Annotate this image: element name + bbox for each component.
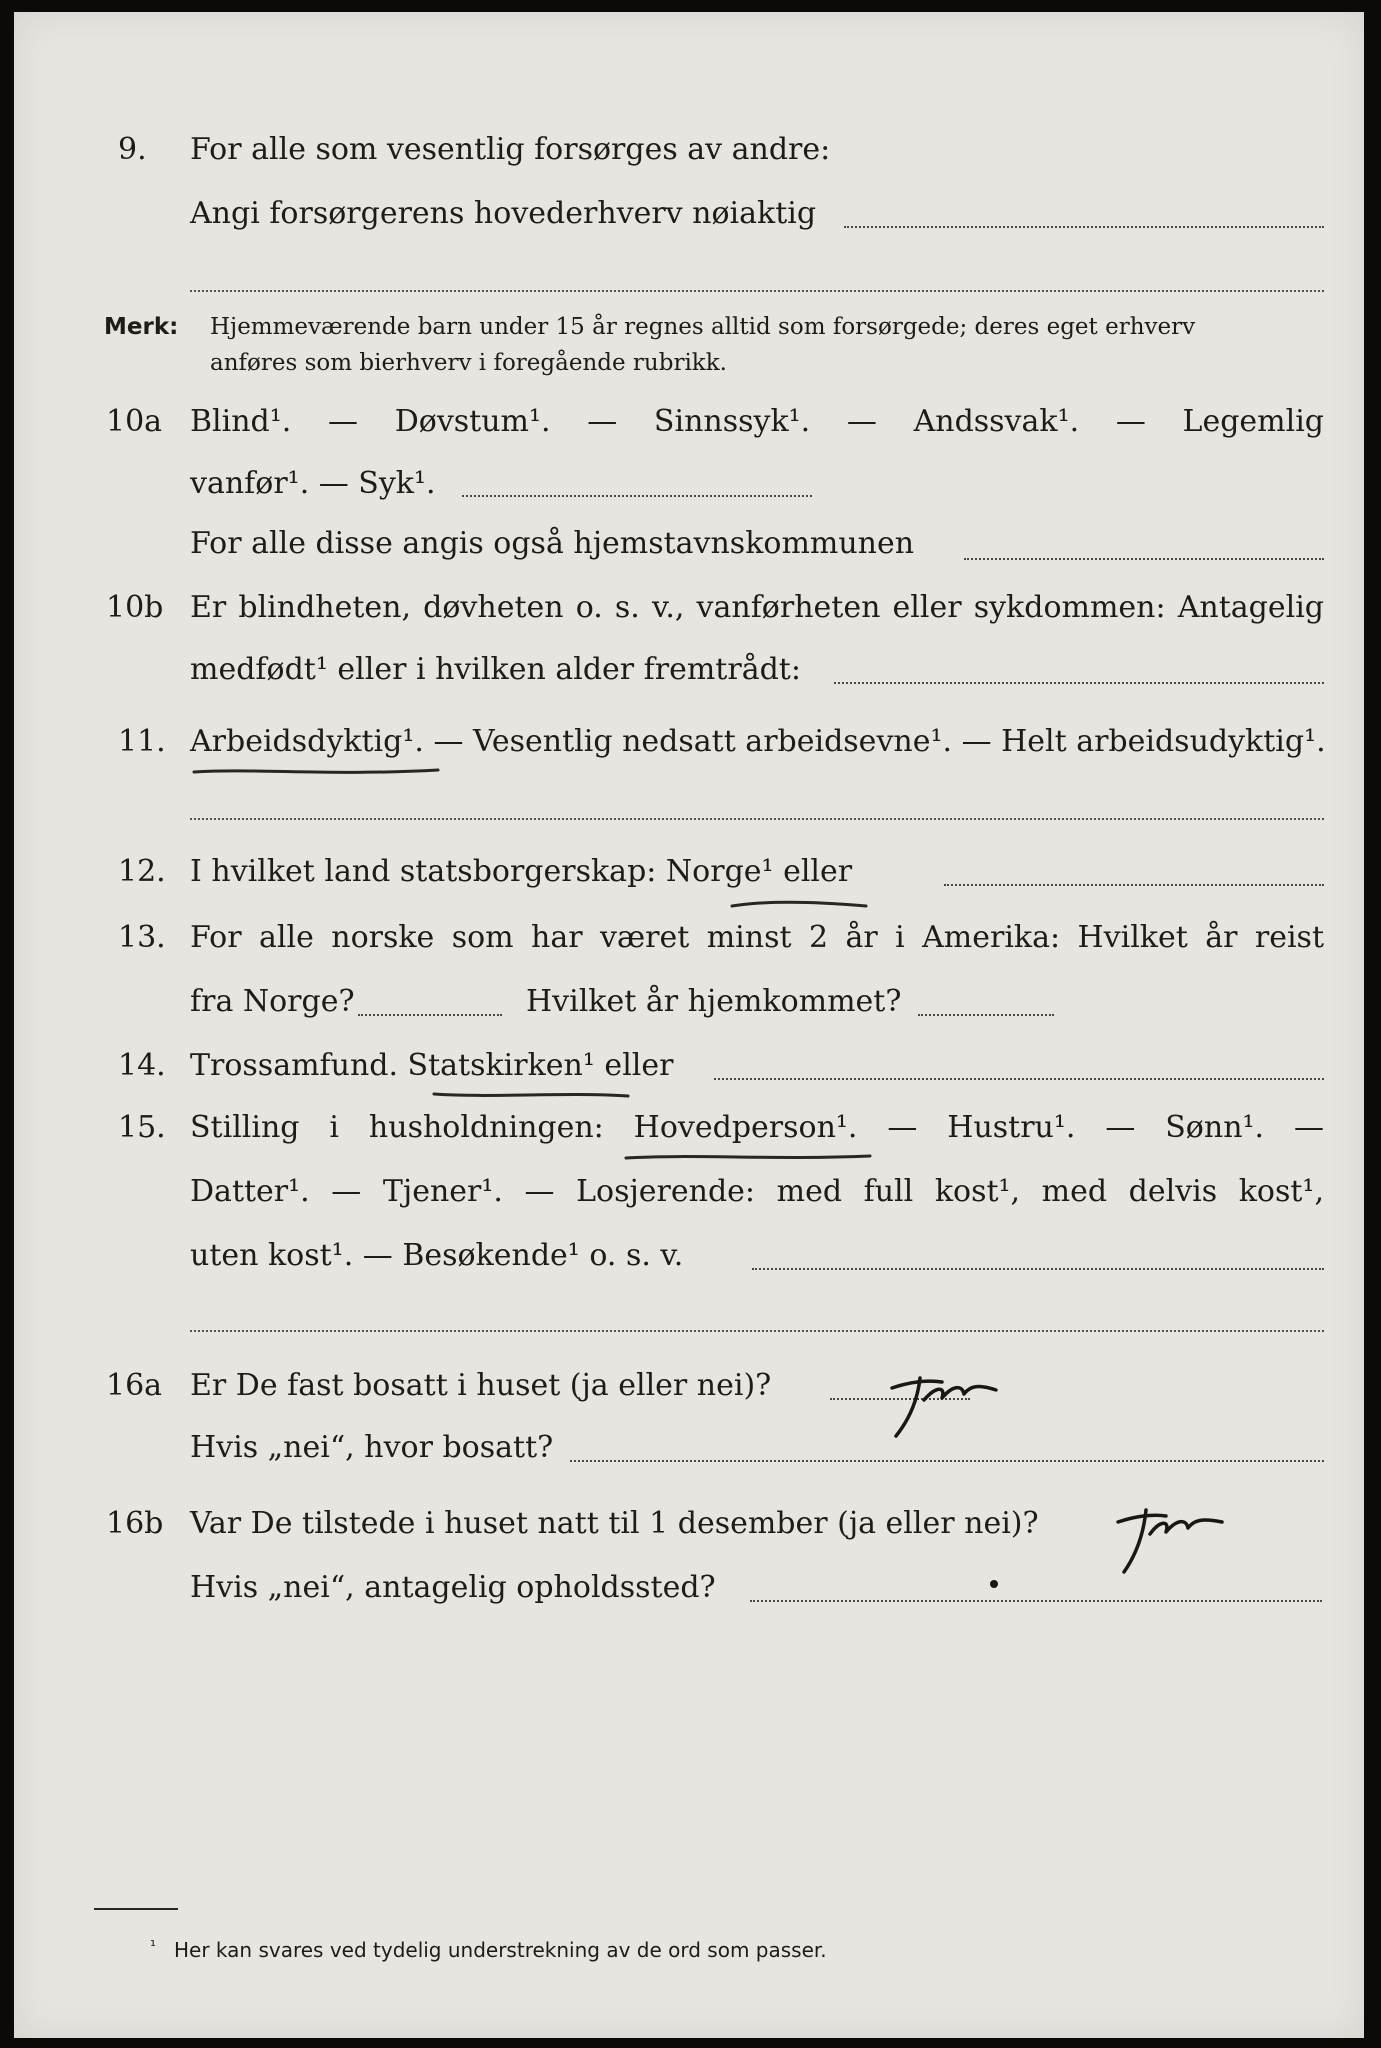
q15-text-line2: Datter¹. — Tjener¹. — Losjerende: med full kost¹, med delvis kost¹, <box>190 1174 1324 1209</box>
q10a-text-line2: vanfør¹. — Syk¹. <box>190 466 436 501</box>
q10a-text-line1: Blind¹. — Døvstum¹. — Sinnssyk¹. — Andssvak¹. — Legemlig <box>190 404 1324 439</box>
q9-answer-field-2[interactable] <box>190 290 1324 292</box>
q9-text-line1: For alle som vesentlig forsørges av andre: <box>190 132 831 167</box>
q10a-number: 10a <box>106 404 163 439</box>
q16a-number: 16a <box>106 1368 163 1403</box>
q10b-number: 10b <box>106 590 164 625</box>
q16b-opholdssted-field[interactable] <box>750 1600 1322 1602</box>
q10b-text-line1: Er blindheten, døvheten o. s. v., vanførheten eller sykdommen: Antagelig <box>190 590 1324 625</box>
footnote-mark: ¹ <box>150 1937 157 1955</box>
q11-number: 11. <box>118 724 166 759</box>
merk-text-line2: anføres som bierhverv i foregående rubrikk. <box>210 350 727 376</box>
q16b-handwritten-answer <box>1104 1490 1254 1580</box>
q13-text-line1: For alle norske som har været minst 2 år i Amerika: Hvilket år reist <box>190 920 1324 955</box>
q15-number: 15. <box>118 1110 166 1145</box>
q15-answer-field[interactable] <box>752 1268 1324 1270</box>
q10a-text-line3: For alle disse angis også hjemstavnskommunen <box>190 526 915 561</box>
q10a-syk-field[interactable] <box>462 495 812 497</box>
q10a-hjemstavn-field[interactable] <box>964 558 1324 560</box>
q12-number: 12. <box>118 854 166 889</box>
q15-text-line3: uten kost¹. — Besøkende¹ o. s. v. <box>190 1238 684 1273</box>
q16a-handwritten-answer <box>862 1356 1022 1446</box>
q16a-text-line1: Er De fast bosatt i huset (ja eller nei)? <box>190 1368 772 1403</box>
q10b-answer-field[interactable] <box>834 682 1324 684</box>
merk-text-line1: Hjemmeværende barn under 15 år regnes alltid som forsørgede; deres eget erhverv <box>210 314 1196 340</box>
census-form-page <box>14 12 1364 2038</box>
q12-answer-field[interactable] <box>944 884 1324 886</box>
q16a-bosatt-field[interactable] <box>570 1460 1324 1462</box>
q10b-text-line2: medfødt¹ eller i hvilken alder fremtrådt: <box>190 652 801 687</box>
footnote-text: Her kan svares ved tydelig understrekning av de ord som passer. <box>174 1938 827 1962</box>
statskirken-underline <box>432 1088 632 1104</box>
q13-text-line2a: fra Norge? <box>190 984 355 1019</box>
q16b-text-line2: Hvis „nei“, antagelig opholdssted? <box>190 1570 716 1605</box>
q11-text-line1: Arbeidsdyktig¹. — Vesentlig nedsatt arbeidsevne¹. — Helt arbeidsudyktig¹. <box>190 724 1326 759</box>
ink-dot <box>990 1580 998 1588</box>
q12-text-line1: I hvilket land statsborgerskap: Norge¹ eller <box>190 854 853 889</box>
q11-answer-field[interactable] <box>190 818 1324 820</box>
arbeidsdyktig-underline <box>192 764 442 780</box>
merk-label: Merk: <box>104 314 179 340</box>
q14-answer-field[interactable] <box>714 1078 1324 1080</box>
q13-hjemkommet-field[interactable] <box>918 1014 1054 1016</box>
q9-text-line2: Angi forsørgerens hovederhverv nøiaktig <box>190 196 817 231</box>
q9-number: 9. <box>118 132 147 167</box>
q16b-number: 16b <box>106 1506 164 1541</box>
q13-number: 13. <box>118 920 166 955</box>
q14-number: 14. <box>118 1048 166 1083</box>
norge-underline <box>730 896 870 912</box>
footnote-rule <box>94 1908 178 1910</box>
q13-text-line2b: Hvilket år hjemkommet? <box>526 984 902 1019</box>
q15-text-line1: Stilling i husholdningen: Hovedperson¹. — Hustru¹. — Sønn¹. — <box>190 1110 1324 1145</box>
q9-answer-field[interactable] <box>844 226 1324 228</box>
hovedperson-underline <box>624 1150 874 1166</box>
q16b-text-line1: Var De tilstede i huset natt til 1 desember (ja eller nei)? <box>190 1506 1039 1541</box>
q14-text-line1: Trossamfund. Statskirken¹ eller <box>190 1048 674 1083</box>
q13-reist-field[interactable] <box>358 1014 502 1016</box>
q16a-text-line2: Hvis „nei“, hvor bosatt? <box>190 1430 554 1465</box>
q15-answer-field-2[interactable] <box>190 1330 1324 1332</box>
